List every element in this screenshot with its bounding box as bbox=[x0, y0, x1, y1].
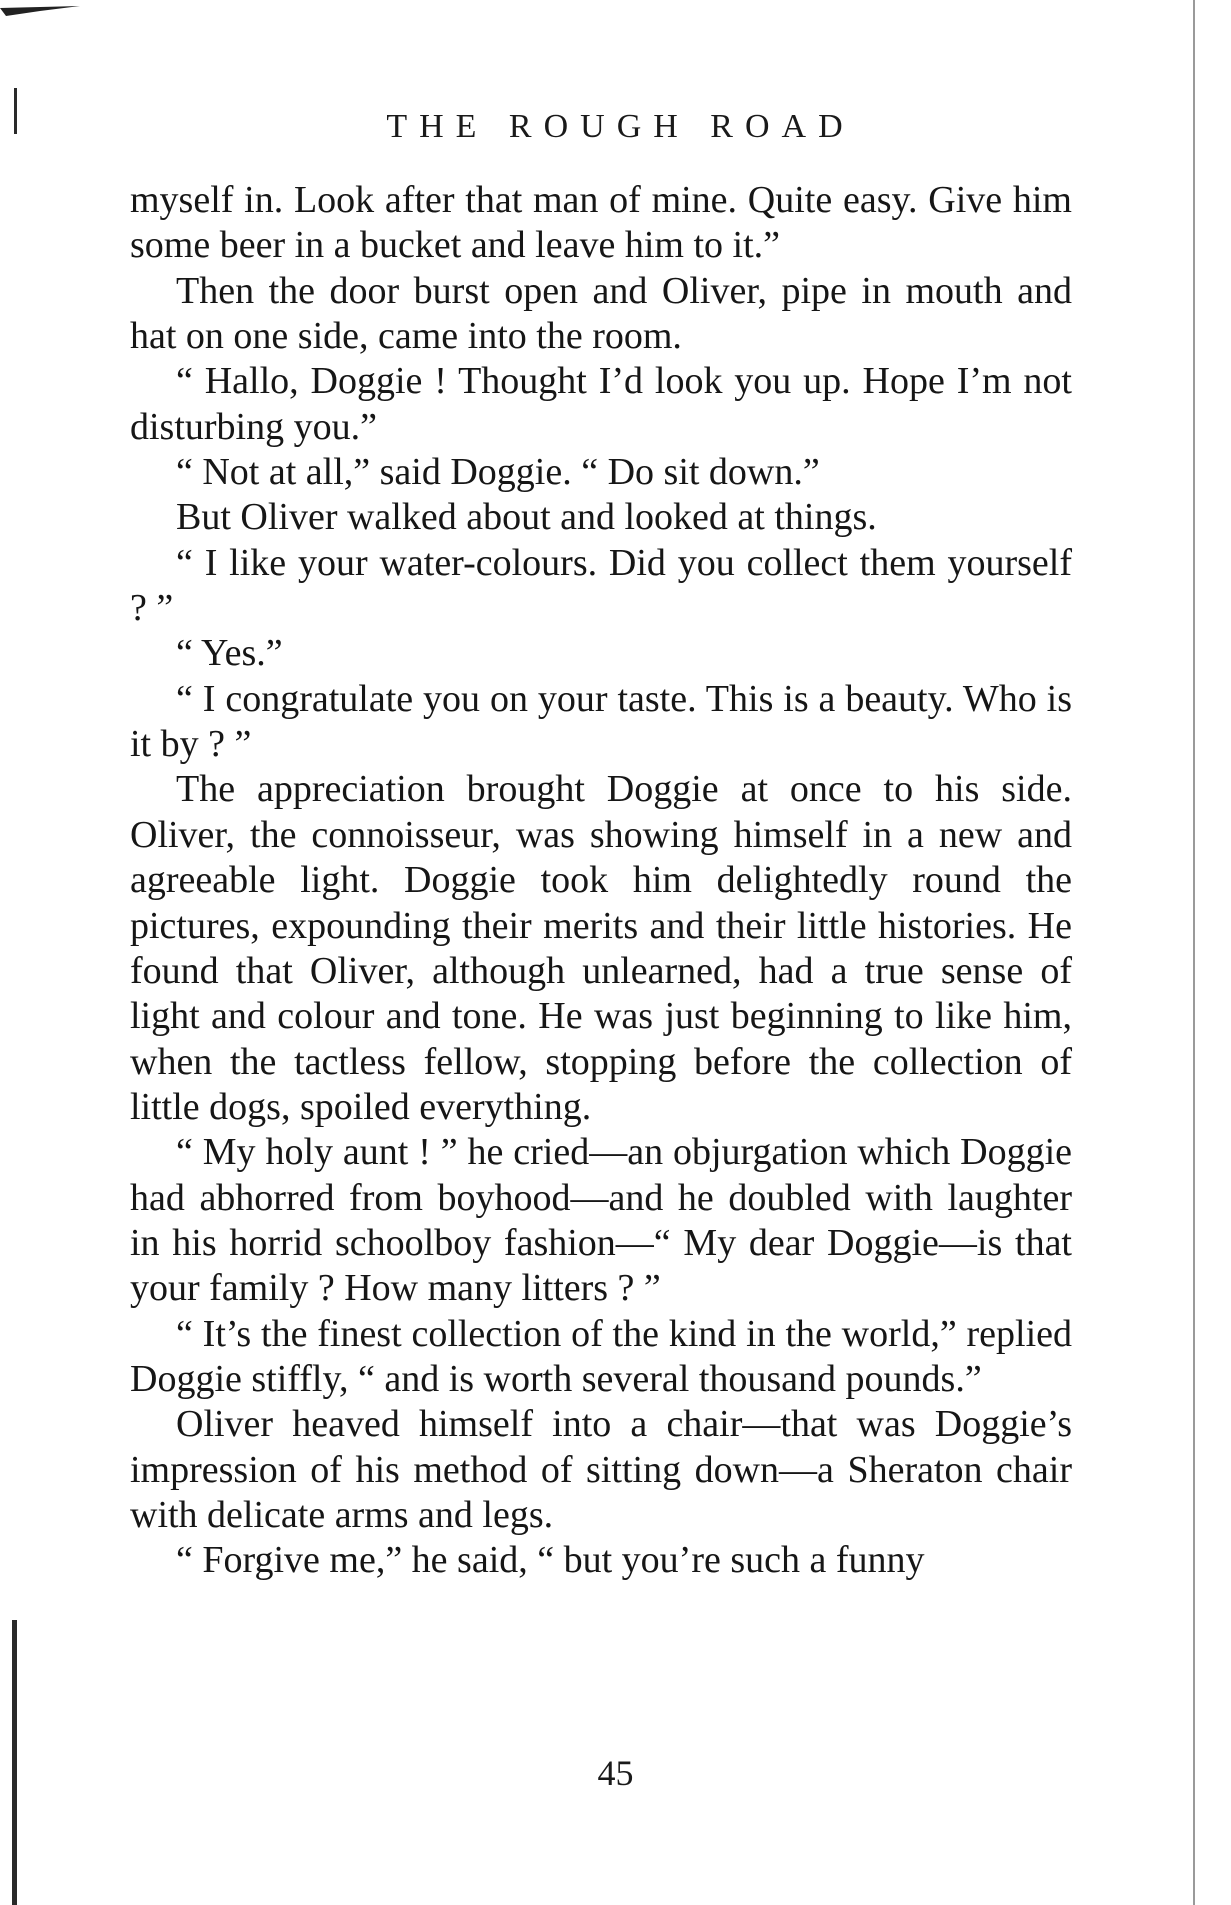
body-text bbox=[130, 178, 1072, 1584]
page-number: 45 bbox=[597, 1753, 634, 1793]
paragraph: “ Yes.” bbox=[176, 632, 283, 675]
paragraph: “ Hallo, Doggie ! Thought I’d look you up. Hope I’m not disturbing you.” bbox=[130, 360, 1072, 448]
paragraph: “ I congratulate you on your taste. This is a beauty. Who is it by ? ” bbox=[130, 677, 1072, 766]
paragraph: Oliver heaved himself into a chair—that was Doggie’s impression of his method of sitting down—a Sheraton chair with delicate arms and legs. bbox=[130, 1403, 1072, 1536]
paragraph: “ My holy aunt ! ” he cried—an objurgation which Doggie had abhorred from boyhood—and he doubled with laughter in his horrid schoolboy fashion—“ My dear Doggie—is that your family ? How many litters ? ” bbox=[130, 1131, 1072, 1310]
paragraph: Then the door burst open and Oliver, pipe in mouth and hat on one side, came into the room. bbox=[130, 269, 1072, 358]
paragraph: The appreciation brought Doggie at once to his side. Oliver, the connoisseur, was showing himself in a new and agreeable light. Doggie took him delightedly round the pictures, expounding their merits and their little histories. He found that Oliver, although unlearned, had a true sense of light and colour and tone. He was just beginning to like him, when the tactless fellow, stopping before the collection of little dogs, spoiled everything. bbox=[130, 768, 1072, 1128]
paragraph: But Oliver walked about and looked at things. bbox=[176, 496, 877, 539]
running-head: THE ROUGH ROAD bbox=[386, 108, 855, 145]
paragraph: “ I like your water-colours. Did you collect them yourself ? ” bbox=[130, 541, 1072, 630]
scan-edge-mark bbox=[0, 6, 80, 16]
paragraph: “ Not at all,” said Doggie. “ Do sit down.” bbox=[176, 451, 820, 494]
paragraph: myself in. Look after that man of mine. Quite easy. Give him some beer in a bucket and leave him to it.” bbox=[130, 179, 1072, 267]
page-right-edge bbox=[1193, 0, 1195, 1905]
paragraph: “ It’s the finest collection of the kind in the world,” replied Doggie stiffly, “ and is worth several thousand pounds.” bbox=[130, 1312, 1072, 1400]
paragraph: “ Forgive me,” he said, “ but you’re such a funny bbox=[176, 1539, 925, 1582]
